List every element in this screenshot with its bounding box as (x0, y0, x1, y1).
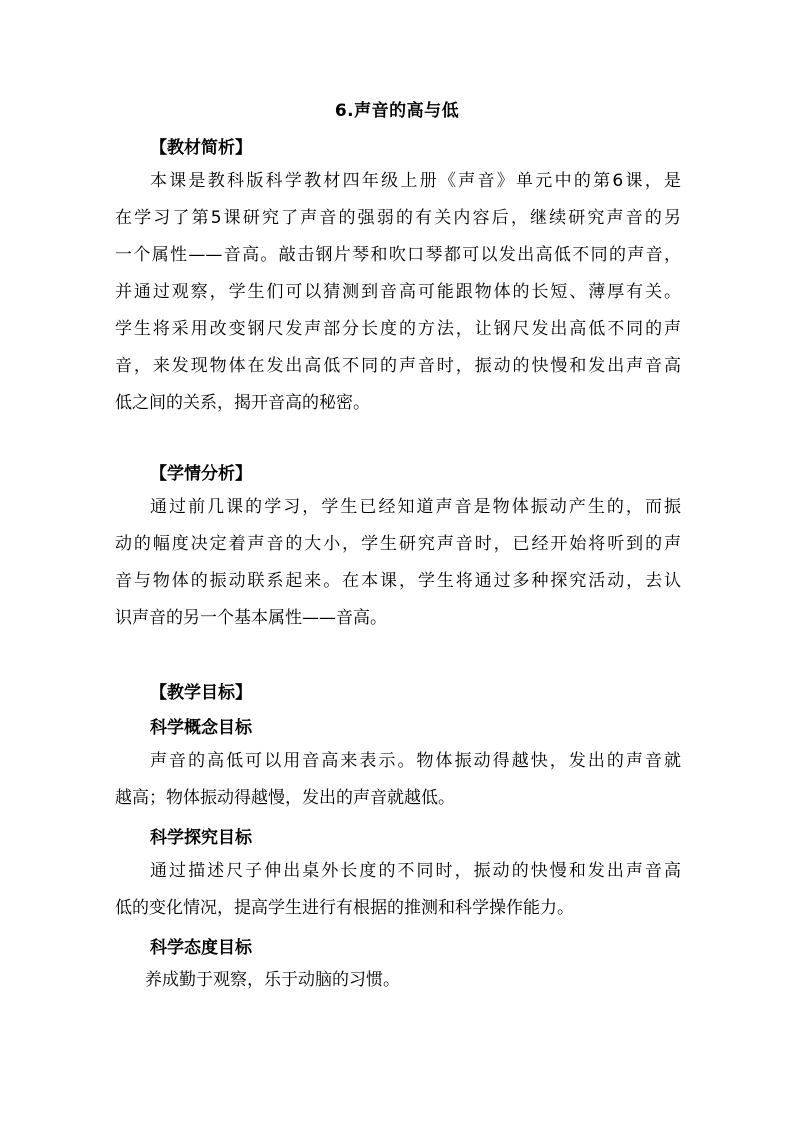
paragraph-concept-goal (115, 743, 681, 817)
text-line: 低的变化情况，提高学生进行有根据的推测和科学操作能力。 (115, 898, 574, 918)
paragraph-student-analysis (115, 489, 681, 637)
text-line: 越高；物体振动得越慢，发出的声音就越低。 (115, 788, 455, 808)
paragraph-inquiry-goal (115, 853, 681, 927)
heading-textbook-analysis: 【教材简析】 (150, 138, 252, 158)
text-line: 音，来发现物体在发出高低不同的声音时，振动的快慢和发出声音高 (115, 356, 681, 376)
text-line: 通过描述尺子伸出桌外长度的不同时，振动的快慢和发出声音高 (150, 861, 681, 881)
text-line: 并通过观察，学生们可以猜测到音高可能跟物体的长短、薄厚有关。 (115, 282, 681, 302)
text-line: 动的幅度决定着声音的大小，学生研究声音时，已经开始将听到的声 (115, 534, 681, 554)
paragraph-attitude-goal (115, 962, 681, 999)
page-title: 6.声音的高与低 (334, 101, 460, 121)
subheading-attitude-goal: 科学态度目标 (150, 938, 252, 958)
text-line: 学生将采用改变钢尺发声部分长度的方法，让钢尺发出高低不同的声 (115, 319, 681, 339)
heading-student-analysis: 【学情分析】 (150, 464, 252, 484)
text-line: 声音的高低可以用音高来表示。物体振动得越快，发出的声音就 (150, 751, 681, 771)
paragraph-textbook-analysis (115, 163, 681, 422)
text-line: 低之间的关系，揭开音高的秘密。 (115, 393, 370, 413)
text-line: 通过前几课的学习，学生已经知道声音是物体振动产生的，而振 (150, 497, 681, 517)
heading-teaching-goals: 【教学目标】 (150, 683, 252, 703)
text-line: 在学习了第5课研究了声音的强弱的有关内容后，继续研究声音的另 (115, 208, 681, 228)
text-line: 养成勤于观察，乐于动脑的习惯。 (145, 970, 400, 990)
text-line: 音与物体的振动联系起来。在本课，学生将通过多种探究活动，去认 (115, 571, 681, 591)
subheading-concept-goal: 科学概念目标 (150, 718, 252, 738)
subheading-inquiry-goal: 科学探究目标 (150, 828, 252, 848)
text-line: 本课是教科版科学教材四年级上册《声音》单元中的第6课，是 (150, 171, 681, 191)
text-line: 一个属性——音高。敲击钢片琴和吹口琴都可以发出高低不同的声音， (115, 245, 681, 265)
text-line: 识声音的另一个基本属性——音高。 (115, 608, 387, 628)
